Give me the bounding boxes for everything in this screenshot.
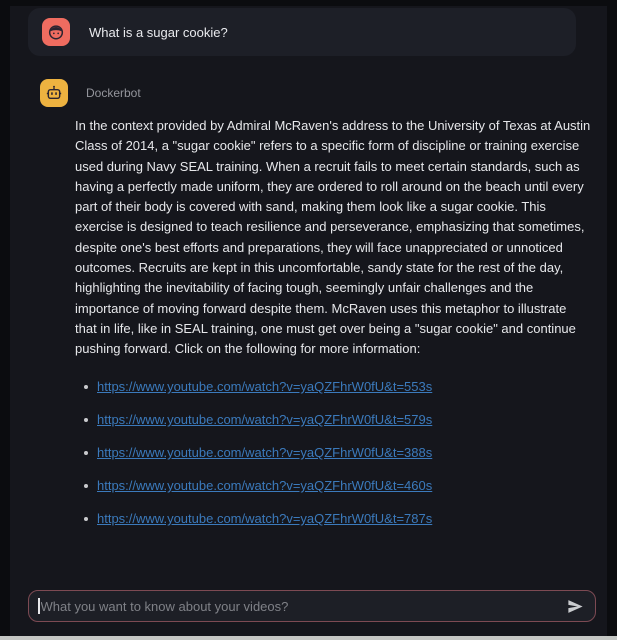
user-avatar <box>42 18 70 46</box>
user-message <box>28 8 576 56</box>
bot-name: Dockerbot <box>86 86 141 100</box>
bot-content <box>75 116 591 529</box>
window-bottom-edge <box>0 636 617 640</box>
list-item <box>75 443 591 463</box>
bot-header <box>40 79 600 107</box>
chat-app <box>10 6 607 636</box>
send-icon <box>566 597 585 616</box>
person-face-icon <box>46 22 66 42</box>
youtube-link[interactable]: https://www.youtube.com/watch?v=yaQZFhrW0fU&t=579s <box>97 412 433 428</box>
youtube-link[interactable]: https://www.youtube.com/watch?v=yaQZFhrW0fU&t=553s <box>97 379 433 395</box>
link-list <box>75 377 591 529</box>
bullet-icon <box>84 451 88 455</box>
list-item <box>75 509 591 529</box>
bot-avatar <box>40 79 68 107</box>
list-item <box>75 476 591 496</box>
robot-face-icon <box>44 83 64 103</box>
send-button[interactable] <box>566 597 595 616</box>
bot-paragraph: In the context provided by Admiral McRaven's address to the University of Texas at Austin Class of 2014, a "sugar cookie" refers to a specific form of discipline or training exercise used during Navy SEAL training. When a recruit fails to meet certain standards, such as having a perfectly made uniform, they are ordered to roll around on the beach until every part of their body is covered with sand, making them look like a sugar cookie. This exercise is designed to teach resilience and perseverance, emphasizing that sometimes, despite one's best efforts and preparations, they will face unappreciated or unnoticed outcomes. Recruits are kept in this uncomfortable, sandy state for the rest of the day, highlighting the inevitability of facing tough, seemingly unfair challenges and the importance of moving forward despite them. McRaven uses this metaphor to illustrate that in life, like in SEAL training, one must get over being a "sugar cookie" and continue pushing forward. Click on the following for more information: <box>75 118 591 357</box>
bot-message <box>40 79 600 542</box>
youtube-link[interactable]: https://www.youtube.com/watch?v=yaQZFhrW0fU&t=388s <box>97 445 433 461</box>
bullet-icon <box>84 418 88 422</box>
list-item <box>75 410 591 430</box>
bullet-icon <box>84 517 88 521</box>
message-composer <box>28 590 596 622</box>
user-message-text: What is a sugar cookie? <box>89 24 228 40</box>
chat-input[interactable] <box>40 599 567 614</box>
list-item <box>75 377 591 397</box>
bullet-icon <box>84 385 88 389</box>
youtube-link[interactable]: https://www.youtube.com/watch?v=yaQZFhrW0fU&t=460s <box>97 478 433 494</box>
bullet-icon <box>84 484 88 488</box>
youtube-link[interactable]: https://www.youtube.com/watch?v=yaQZFhrW0fU&t=787s <box>97 511 433 527</box>
